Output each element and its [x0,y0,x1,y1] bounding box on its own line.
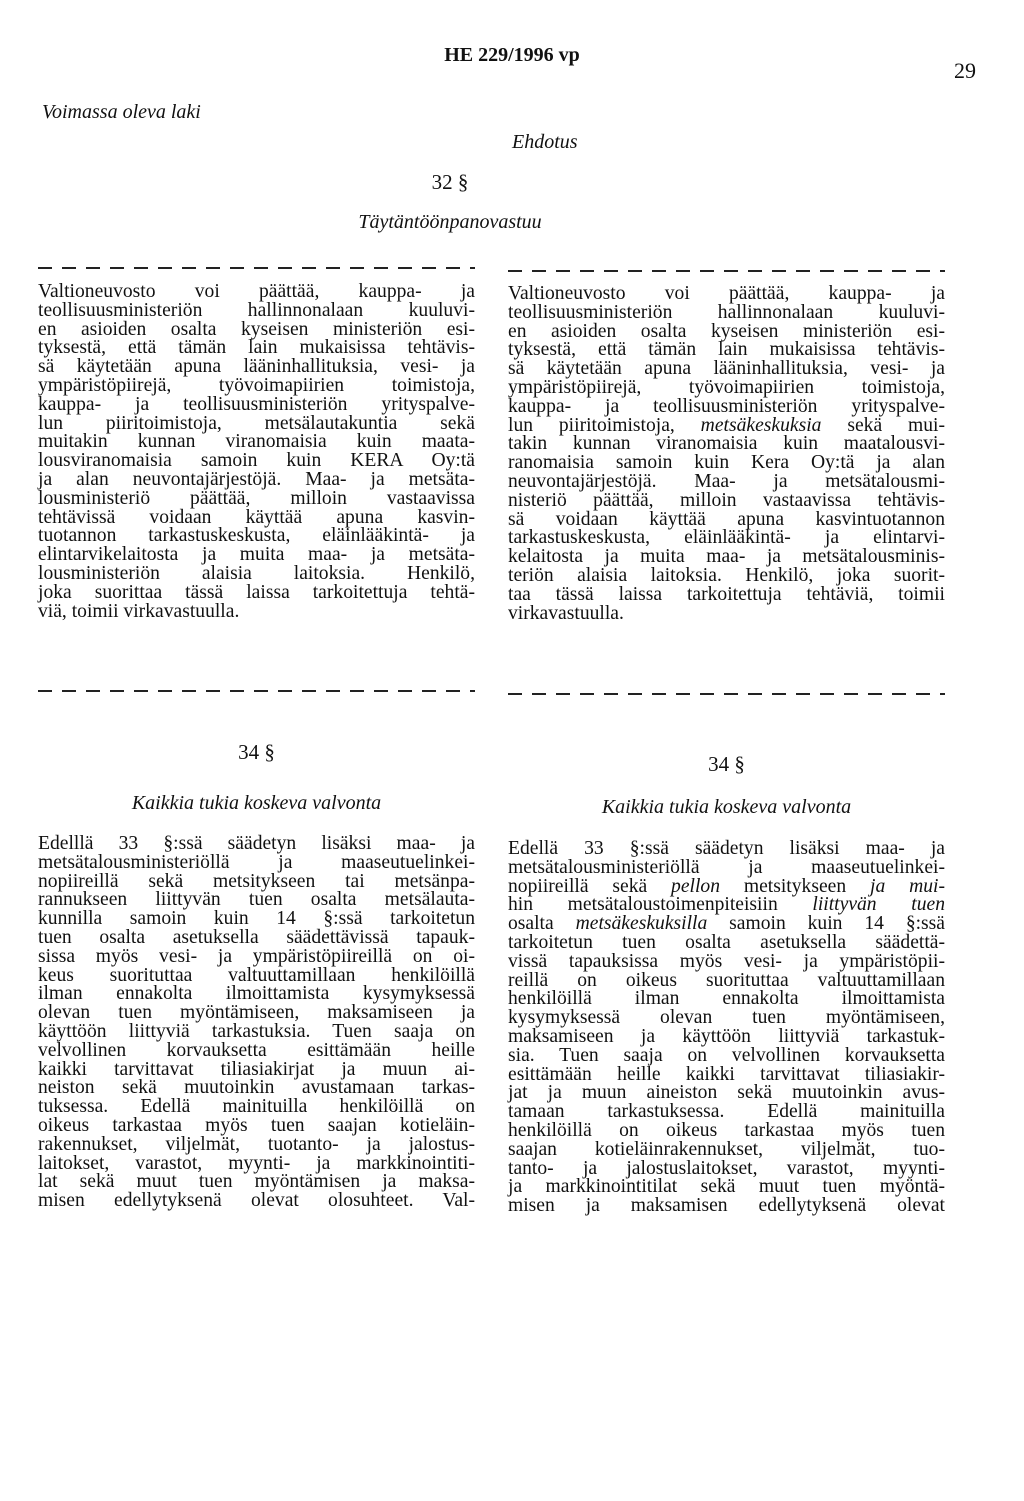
text-line: Edellä 33 §:ssä säädetyn lisäksi maa- ja [508,838,945,859]
section-32-right-bottom-omission [508,693,945,695]
text-line: metsätalousministeriöllä ja maaseutuelinkei- [38,851,475,873]
text-line: ja markkinointitilat sekä muut tuen myöntä- [508,1176,945,1198]
text-segment: lun piiritoimistoja, [508,414,701,436]
text-line: kelaitosta ja muita maa- ja metsätalousminis- [508,546,945,568]
text-segment: metsitykseen [720,875,870,897]
text-line: nisteriö päättää, milloin vastaavissa tehtävis- [508,489,945,511]
text-line: lousviranomaisia samoin kuin KERA Oy:tä [38,450,475,472]
section-32-title: Täytäntöönpanovastuu [358,211,542,233]
text-line: oikeus tarkastaa myös tuen saajan kotieläin- [38,1114,475,1136]
section-32-number: 32 § [431,170,469,194]
section-32-left-top-omission [38,267,475,269]
text-segment: hin metsätaloustoimenpiteisiin [508,894,778,916]
text-line: velvollinen korvauksetta esittämään heille [38,1039,475,1061]
text-line: neuvontajärjestöjä. Maa- ja metsätalousmi- [508,470,945,492]
text-line: misen edellytyksenä olevat olosuhteet. Val- [38,1190,475,1212]
text-line: tehtävissä voidaan käyttää apuna kasvin- [38,506,475,528]
italic-amendment: pellon [671,875,721,897]
text-line: kunnilla samoin kuin 14 §:ssä tarkoitetun [38,908,475,930]
text-line: lat sekä muut tuen myöntämisen ja maksa- [38,1171,475,1193]
text-line: sia. Tuen saaja on velvollinen korvauksetta [508,1044,945,1066]
section-34-left-title: Kaikkia tukia koskeva valvonta [131,792,382,814]
text-line: tyksestä, että tämän lain mukaisissa tehtävis- [38,337,475,359]
document-id: HE 229/1996 vp [444,44,580,66]
text-line: teollisuusministeriön hallinnonalaan kuuluvi- [38,299,475,321]
italic-amendment: ja mui- [870,875,945,897]
section-34-right-number: 34 § [708,752,745,776]
text-line: taa tässä laissa tarkoitettuja tehtäviä, toimii [508,583,945,605]
text-line: viä, toimii virkavastuulla. [38,600,240,622]
page-number: 29 [954,58,976,83]
text-line: sä käytetään apuna lääninhallituksia, vesi- ja [38,356,475,378]
section-32-right-text [508,285,945,623]
text-line: käyttöön liittyviä tarkastuksia. Tuen saaja on [38,1020,475,1042]
text-line: henkilöillä ilman ennakolta ilmoittamista [508,988,945,1010]
text-line: elintarvikelaitosta ja muita maa- ja metsäta- [38,544,475,566]
omission-dashes [38,690,475,692]
italic-amendment: metsäkeskuksilla [575,913,708,935]
text-line: sä voidaan käyttää apuna kasvintuotannon [508,508,945,530]
text-line: keus suorituttaa valtuuttamillaan henkilöillä [38,964,475,986]
text-line: tuen osalta asetuksella säädettävissä tapauk- [38,926,475,948]
section-34-left-number: 34 § [238,740,275,764]
text-line: laitokset, varastot, myynti- ja markkinointiti- [38,1152,475,1174]
text-line: en asioiden osalta kyseisen ministeriön esi- [508,320,945,342]
text-line: jat ja muun aineiston sekä muutoinkin avus- [508,1082,945,1104]
text-segment: nopiireillä sekä [508,875,672,897]
text-line: sissa myös vesi- ja ympäristöpiireillä on oi- [38,945,475,967]
text-line: reillä on oikeus suorituttaa valtuuttamillaan [508,969,945,991]
text-line: tuksessa. Edellä mainituilla henkilöillä on [38,1096,475,1118]
text-line: tarkoitetun tuen osalta asetuksella säädettä- [508,931,945,953]
text-line: muitakin kunnan viranomaisia kuin maata- [38,431,475,453]
text-line: ympäristöpiirejä, työvoimapiirien toimistoja, [38,374,475,396]
text-line: ympäristöpiirejä, työvoimapiirien toimistoja, [508,376,945,398]
section-32-left-text [38,283,475,621]
text-line: lun piiritoimistoja, metsälautakuntia sekä [38,412,475,434]
text-line: lousministeriön alaisia laitoksia. Henkilö, [38,562,475,584]
text-line: esittämään heille kaikki tarvittavat tiliasiakir- [508,1063,945,1085]
text-line: kauppa- ja teollisuusministeriön yrityspalve- [38,393,475,415]
left-column-heading: Voimassa oleva laki [42,101,201,123]
text-line: metsätalousministeriöllä ja maaseutuelinkei- [508,856,945,878]
text-line: ilman ennakolta ilmoittamista kysymyksessä [38,983,475,1005]
text-line: sä käytetään apuna lääninhallituksia, vesi- ja [508,358,945,380]
text-line: en asioiden osalta kyseisen ministeriön esi- [38,318,475,340]
section-34-right-text [508,840,945,1216]
text-line: tyksestä, että tämän lain mukaisissa tehtävis- [508,339,945,361]
text-line: teollisuusministeriön hallinnonalaan kuuluvi- [508,301,945,323]
text-segment: samoin kuin 14 §:ssä [707,913,946,935]
section-32-right-top-omission [508,270,945,272]
italic-amendment: metsäkeskuksia [700,414,822,436]
text-line: tarkastuskeskusta, eläinlääkintä- ja elintarvi- [508,527,945,549]
section-34-left-text [38,835,475,1211]
omission-dashes [508,270,945,272]
text-line: vissä tapauksissa myös vesi- ja ympäristöpii- [508,950,945,972]
omission-dashes [508,693,945,695]
text-line: takin kunnan viranomaisia kuin maatalousvi- [508,433,945,455]
text-line: kauppa- ja teollisuusministeriön yrityspalve- [508,395,945,417]
text-line: lousministeriö päättää, milloin vastaavissa [38,487,475,509]
text-line: nopiireillä sekä metsitykseen tai metsänpa- [38,870,475,892]
text-line: olevan tuen myöntämiseen, maksamiseen ja [38,1002,475,1024]
text-line: Valtioneuvosto voi päättää, kauppa- ja [38,281,475,302]
text-line: henkilöillä on oikeus tarkastaa myös tuen [508,1119,945,1141]
text-segment: sekä mui- [821,414,945,436]
text-line: teriön alaisia laitoksia. Henkilö, joka suorit- [508,564,945,586]
text-segment: osalta [508,913,576,935]
text-line: rakennukset, viljelmät, tuotanto- ja jalostus- [38,1133,475,1155]
text-line: kaikki tarvittavat tiliasiakirjat ja muun ai- [38,1058,475,1080]
text-line: neiston sekä muutoinkin avustamaan tarkas- [38,1077,475,1099]
text-line: saajan kotieläinrakennukset, viljelmät, tuo- [508,1138,945,1160]
text-line: Edelllä 33 §:ssä säädetyn lisäksi maa- ja [38,833,475,854]
text-line: tuotannon tarkastuskeskusta, eläinlääkintä- ja [38,525,475,547]
right-column-heading: Ehdotus [512,131,578,153]
text-line: kysymyksessä olevan tuen myöntämiseen, [508,1007,945,1029]
text-line: joka suorittaa tässä laissa tarkoitettuja tehtä- [38,581,475,603]
section-34-right-title: Kaikkia tukia koskeva valvonta [601,796,852,818]
omission-dashes [38,267,475,269]
text-line: Valtioneuvosto voi päättää, kauppa- ja [508,283,945,304]
text-line: virkavastuulla. [508,602,624,624]
italic-amendment: liittyvän tuen [777,894,945,916]
text-line: misen ja maksamisen edellytyksenä olevat [508,1195,945,1217]
section-32-left-bottom-omission [38,690,475,692]
text-line: rannukseen liittyvän tuen osalta metsälauta- [38,889,475,911]
text-line: ja alan neuvontajärjestöjä. Maa- ja metsäta- [38,468,475,490]
text-line: ranomaisia samoin kuin Kera Oy:tä ja alan [508,452,945,474]
text-line: tanto- ja jalostuslaitokset, varastot, myynti- [508,1157,945,1179]
text-line: maksamiseen ja käyttöön liittyviä tarkastuk- [508,1025,945,1047]
text-line: tamaan tarkastuksessa. Edellä mainituilla [508,1101,945,1123]
